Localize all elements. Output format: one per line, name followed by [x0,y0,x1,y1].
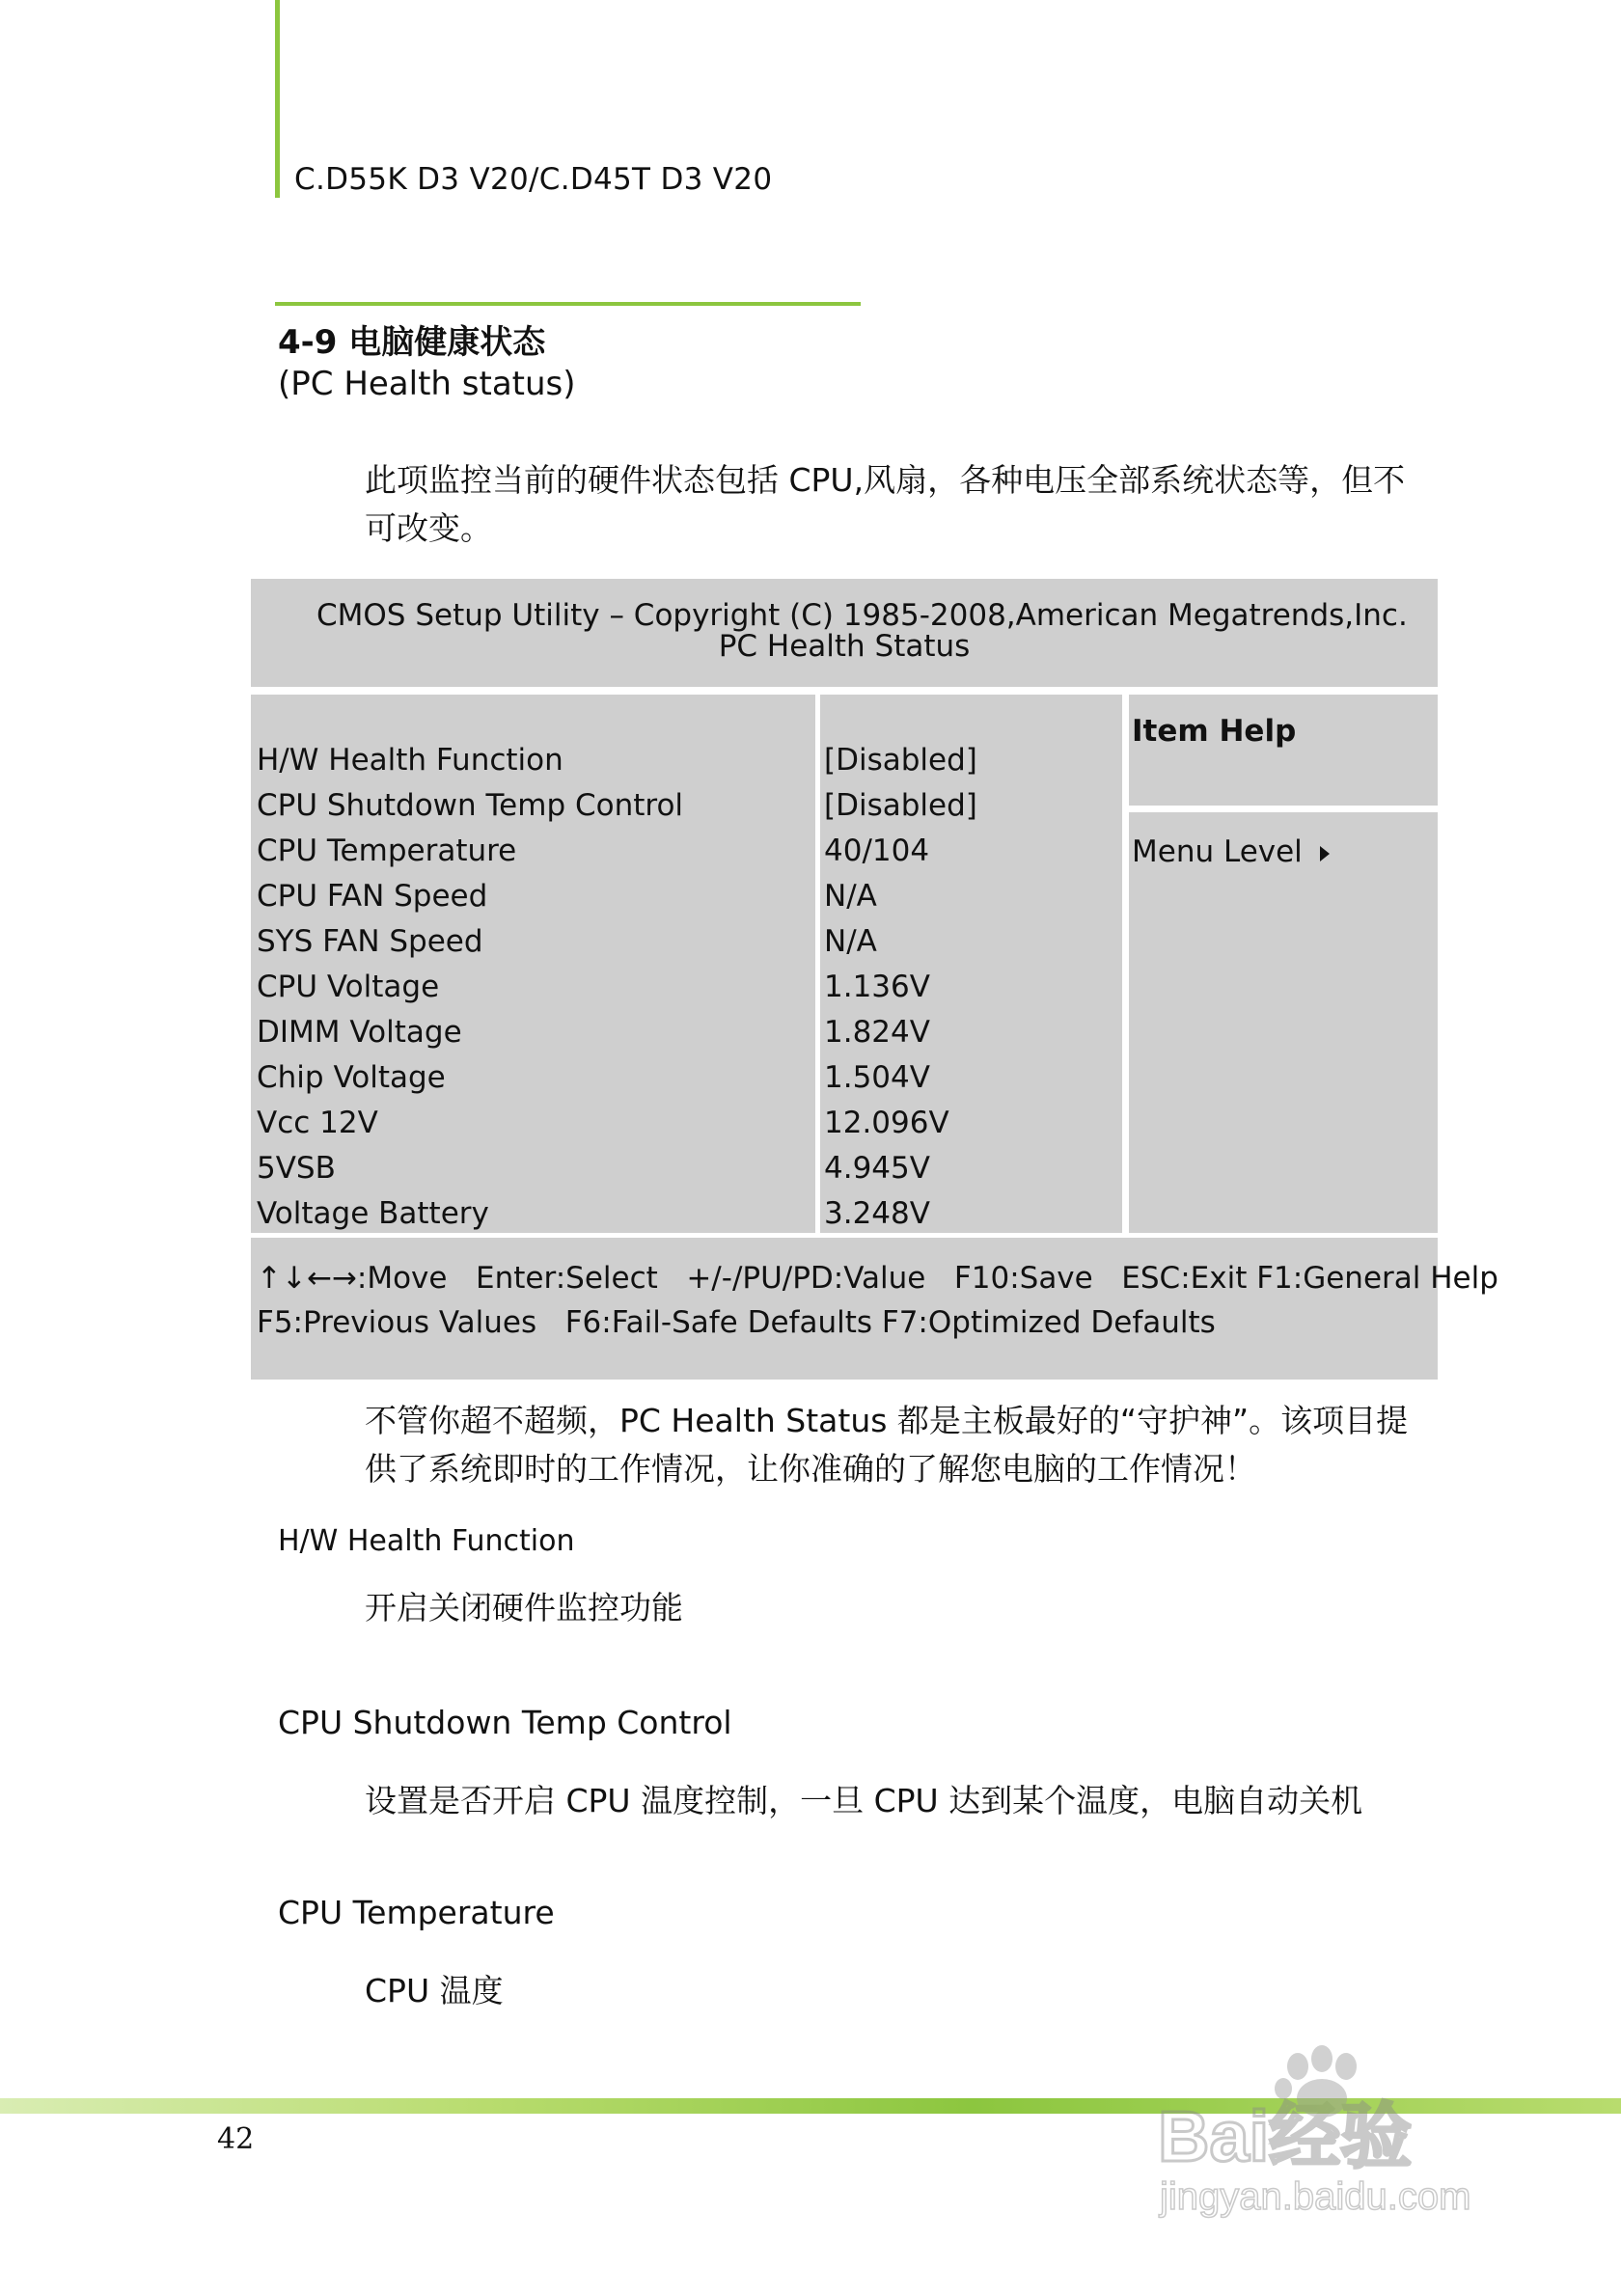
bios-value-list [824,738,977,1237]
bios-item-list [257,738,683,1237]
bios-value-5vsb: 4.945V [824,1151,930,1186]
section-title: 4-9 电脑健康状态 [278,323,546,362]
bios-item-dimm-voltage: DIMM Voltage [257,1015,462,1050]
bios-menu-panel [1129,812,1438,1233]
entry-desc-hw-health: 开启关闭硬件监控功能 [365,1589,683,1626]
baidu-watermark [1148,2045,1534,2219]
bios-item-cpu-temp: CPU Temperature [257,834,517,868]
bios-value-vcc12: 12.096V [824,1106,949,1140]
menu-level-label: Menu Level [1132,834,1303,869]
triangle-right-icon [1320,846,1330,861]
watermark-url: jingyan.baidu.com [1160,2175,1471,2218]
header-accent-bar [275,0,280,198]
bios-item-5vsb: 5VSB [257,1151,336,1186]
bios-screen-title: PC Health Status [718,629,971,664]
menu-level [1132,834,1330,869]
intro-paragraph: 此项监控当前的硬件状态包括 CPU,风扇，各种电压全部系统状态等，但不可改变。 [365,461,1406,547]
bios-item-battery: Voltage Battery [257,1196,489,1231]
entry-label-hw-health: H/W Health Function [278,1524,575,1558]
bios-item-vcc12: Vcc 12V [257,1106,378,1140]
summary-paragraph: 不管你超不超频，PC Health Status 都是主板最好的“守护神”。该项目提供了系统即时的工作情况，让你准确的了解您电脑的工作情况！ [365,1402,1409,1488]
bios-item-cpu-voltage: CPU Voltage [257,970,440,1004]
bios-item-sys-fan: SYS FAN Speed [257,924,483,959]
bios-value-cpu-fan: N/A [824,879,877,914]
bios-copyright: CMOS Setup Utility – Copyright (C) 1985-2008,American Megatrends,Inc. [316,598,1408,633]
bios-screen [251,579,1498,1380]
bios-item-cpu-shutdown[interactable]: CPU Shutdown Temp Control [257,788,684,823]
bios-item-hw-health[interactable]: H/W Health Function [257,743,563,778]
entry-label-cpu-shutdown: CPU Shutdown Temp Control [278,1704,732,1741]
watermark-brand: Bai经验 [1158,2096,1413,2176]
section-divider [275,302,861,306]
bios-key-help-line-1: ↑↓←→:Move Enter:Select +/-/PU/PD:Value F10:Save ESC:Exit F1:General Help [257,1261,1498,1296]
item-help-label: Item Help [1132,714,1297,749]
model-name: C.D55K D3 V20/C.D45T D3 V20 [294,162,773,197]
bios-item-cpu-fan: CPU FAN Speed [257,879,488,914]
bios-value-cpu-shutdown[interactable]: [Disabled] [824,788,977,823]
entry-desc-cpu-shutdown: 设置是否开启 CPU 温度控制，一旦 CPU 达到某个温度，电脑自动关机 [365,1782,1363,1819]
bios-value-dimm-voltage: 1.824V [824,1015,930,1050]
bios-key-help-line-2: F5:Previous Values F6:Fail-Safe Defaults F7:Optimized Defaults [257,1305,1216,1340]
bios-help-panel [1129,695,1438,806]
bios-value-sys-fan: N/A [824,924,877,959]
entry-label-cpu-temp: CPU Temperature [278,1894,555,1931]
section-subtitle: (PC Health status) [278,365,576,403]
bios-item-chip-voltage: Chip Voltage [257,1060,446,1095]
entry-desc-cpu-temp: CPU 温度 [365,1972,504,2009]
bios-value-battery: 3.248V [824,1196,930,1231]
bios-value-cpu-temp: 40/104 [824,834,930,868]
bios-value-cpu-voltage: 1.136V [824,970,930,1004]
bios-value-chip-voltage: 1.504V [824,1060,930,1095]
bios-value-hw-health[interactable]: [Disabled] [824,743,977,778]
page-number: 42 [217,2122,255,2156]
